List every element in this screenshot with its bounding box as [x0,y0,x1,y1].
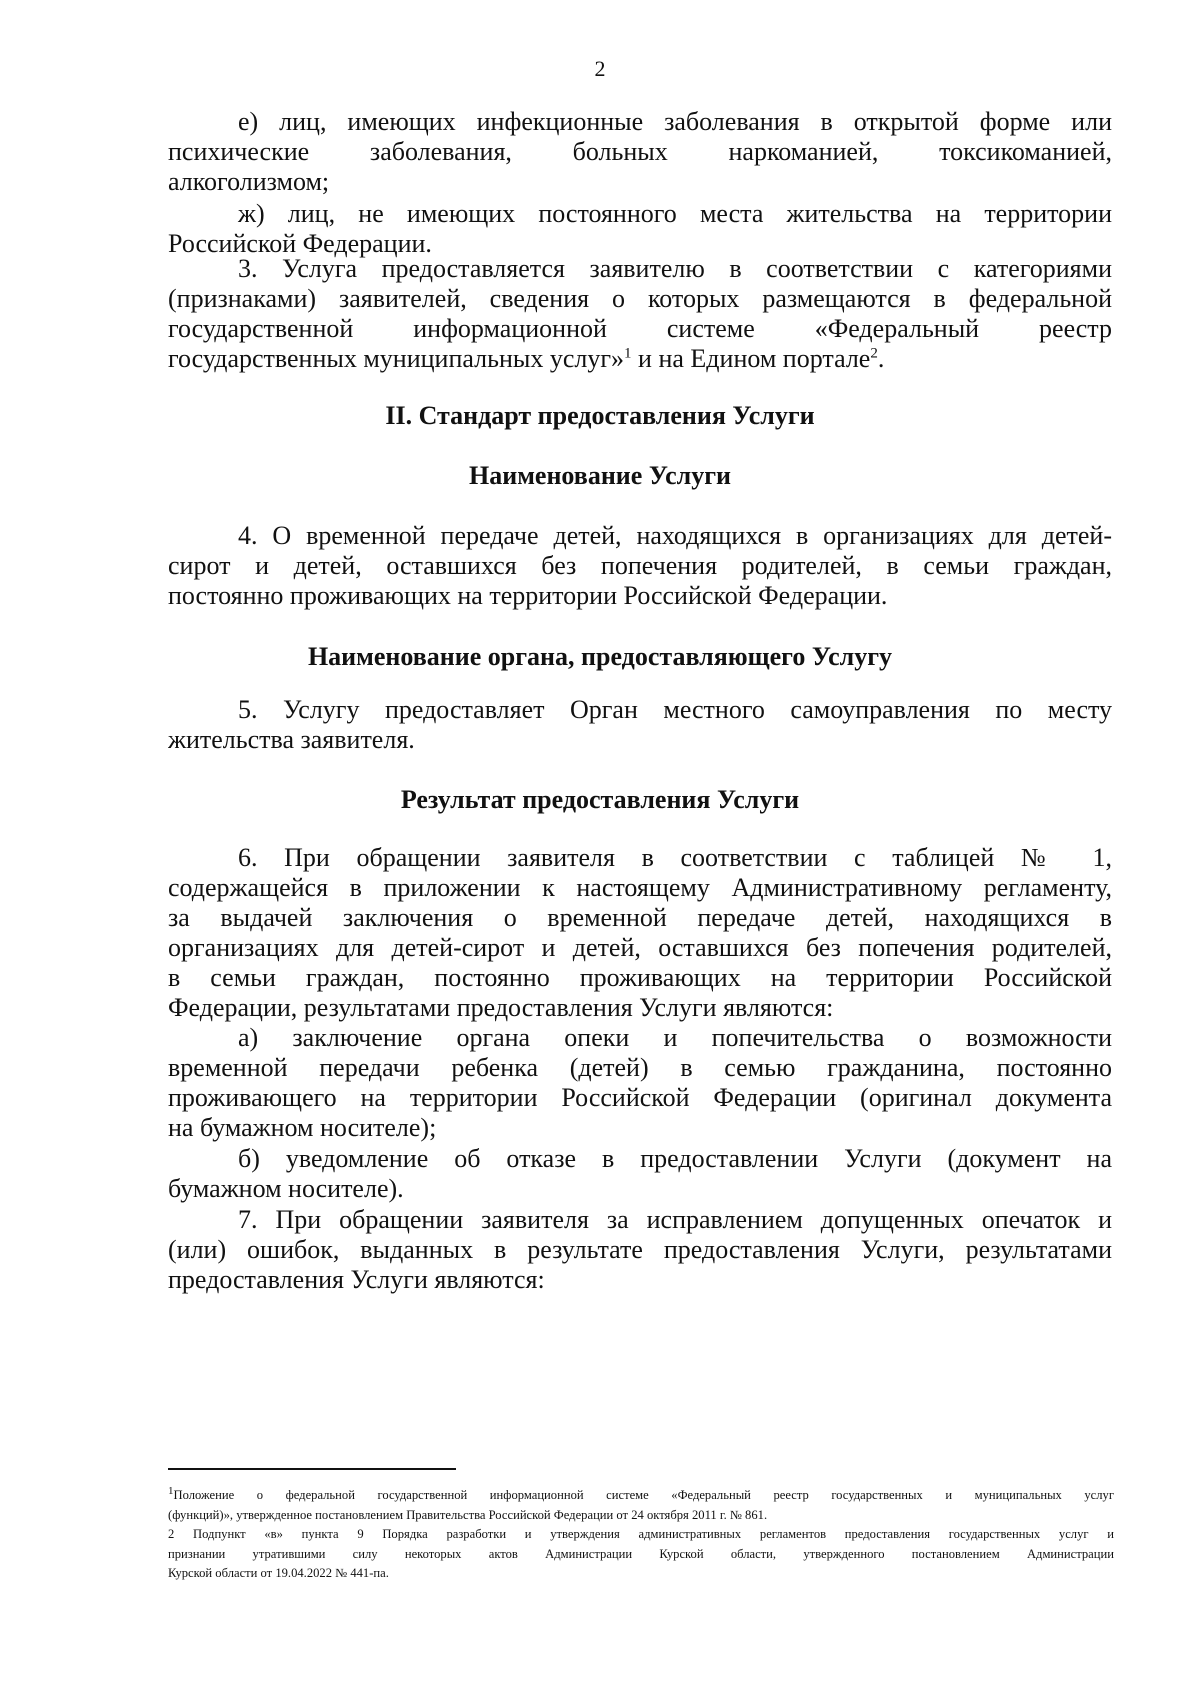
text-line: психические заболевания, больных наркоманией, токсикоманией, [168,137,1112,166]
text-line: бумажном носителе). [168,1174,404,1203]
subheading-service-name: Наименование Услуги [468,461,732,490]
text-line-with-footnote-marks [168,344,1112,374]
text-span: и на Едином портале [631,344,871,373]
paragraph-5 [168,695,1112,755]
footnote-1-text: Положение о федеральной государственной информационной системе «Федеральный реестр государственных и муниципальных услуг [173,1488,1114,1502]
subheading-result: Результат предоставления Услуги [400,785,800,814]
paragraph-4 [168,521,1112,611]
footnote-mark-2: 2 [870,345,878,362]
text-line: 4. О временной передаче детей, находящихся в организациях для детей- [238,521,1112,550]
paragraph-b [168,1144,1112,1204]
text-line: Федерации, результатами предоставления Услуги являются: [168,993,834,1022]
footnote-2-line: Курской области от 19.04.2022 № 441-па. [168,1566,389,1580]
text-line: сирот и детей, оставшихся без попечения родителей, в семьи граждан, [168,551,1112,580]
text-line: б) уведомление об отказе в предоставлении Услуги (документ на [238,1144,1112,1173]
footnote-mark-1: 1 [624,345,632,362]
text-span: . [877,344,885,373]
footnote-separator [168,1468,456,1470]
text-line: проживающего на территории Российской Федерации (оригинал документа [168,1083,1112,1112]
text-line: (признаками) заявителей, сведения о которых размещаются в федеральной [168,284,1112,313]
text-line: предоставления Услуги являются: [168,1265,545,1294]
paragraph-zh [168,199,1112,259]
paragraph-6 [168,843,1112,1023]
footnotes [168,1486,1114,1584]
text-line: организациях для детей-сирот и детей, оставшихся без попечения родителей, [168,933,1112,962]
page-number: 2 [594,56,606,81]
text-line: за выдачей заключения о временной передаче детей, находящихся в [168,903,1112,932]
text-line: содержащейся в приложении к настоящему Административному регламенту, [168,873,1112,902]
text-line: жительства заявителя. [168,725,415,754]
text-line: на бумажном носителе); [168,1113,437,1142]
paragraph-a [168,1023,1112,1143]
text-line: постоянно проживающих на территории Российской Федерации. [168,581,888,610]
footnote-2-line: признании утратившими силу некоторых актов Администрации Курской области, утвержденного постановлением Администрации [168,1546,1114,1561]
footnote-1-line [168,1486,1114,1506]
text-line: Российской Федерации. [168,229,432,258]
paragraph-7 [168,1205,1112,1295]
text-line: в семьи граждан, постоянно проживающих на территории Российской [168,963,1112,992]
text-line: 3. Услуга предоставляется заявителю в соответствии с категориями [238,254,1112,283]
text-line: 6. При обращении заявителя в соответствии с таблицей № 1, [238,843,1112,872]
text-line: алкоголизмом; [168,167,330,196]
text-line: а) заключение органа опеки и попечительства о возможности [238,1023,1112,1052]
section-heading: II. Стандарт предоставления Услуги [385,401,815,430]
paragraph-e [168,107,1112,197]
text-line: (или) ошибок, выданных в результате предоставления Услуги, результатами [168,1235,1112,1264]
footnote-1-line: (функций)», утвержденное постановлением Правительства Российской Федерации от 24 октября 2011 г. № 861. [168,1507,768,1522]
text-line: государственной информационной системе «Федеральный реестр [168,314,1112,343]
text-line: временной передачи ребенка (детей) в семью гражданина, постоянно [168,1053,1112,1082]
footnote-2-line: 2 Подпункт «в» пункта 9 Порядка разработки и утверждения административных регламентов предоставления государственных услуг и [168,1527,1114,1541]
text-span: государственных муниципальных услуг» [168,344,625,373]
text-line: е) лиц, имеющих инфекционные заболевания в открытой форме или [238,107,1112,136]
text-line: 7. При обращении заявителя за исправлением допущенных опечаток и [238,1205,1112,1234]
subheading-authority: Наименование органа, предоставляющего Услугу [307,642,893,671]
text-line: ж) лиц, не имеющих постоянного места жительства на территории [238,199,1112,228]
footnote-1-mark: 1 [168,1486,174,1497]
text-line: 5. Услугу предоставляет Орган местного самоуправления по месту [238,695,1112,724]
paragraph-3 [168,254,1112,374]
